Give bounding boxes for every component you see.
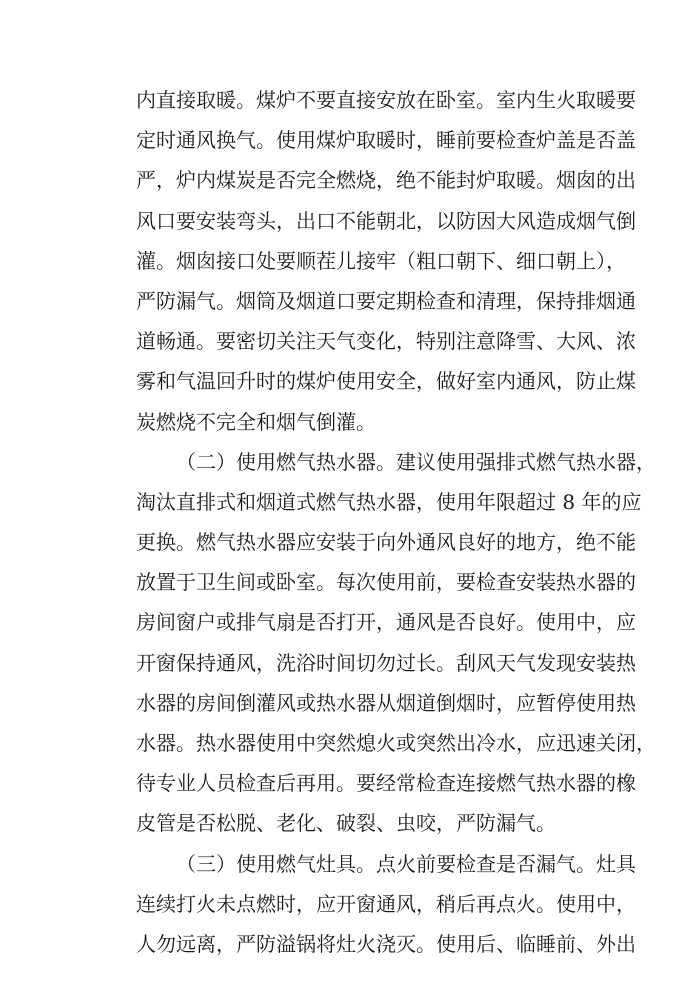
text-line: 水器的房间倒灌风或热水器从烟道倒烟时，应暂停使用热 — [136, 690, 636, 715]
text-line: 严，炉内煤炭是否完全燃烧，绝不能封炉取暖。烟囱的出 — [136, 168, 636, 193]
paragraph-gas-water-heater — [136, 442, 656, 844]
text-line: 皮管是否松脱、老化、破裂、虫咬，严防漏气。 — [136, 811, 556, 836]
text-line: 风口要安装弯头，出口不能朝北，以防因大风造成烟气倒 — [136, 208, 636, 233]
text-line: 更换。燃气热水器应安装于向外通风良好的地方，绝不能 — [136, 530, 636, 555]
text-line: 炭燃烧不完全和烟气倒灌。 — [136, 409, 376, 434]
paragraph-coal-stove — [136, 80, 636, 442]
text-line: （三）使用燃气灶具。点火前要检查是否漏气。灶具 — [176, 851, 636, 876]
text-line: 水器。热水器使用中突然熄火或突然出冷水，应迅速关闭， — [136, 731, 656, 755]
text-line: 道畅通。要密切关注天气变化，特别注意降雪、大风、浓 — [136, 329, 636, 354]
text-line: 严防漏气。烟筒及烟道口要定期检查和清理，保持排烟通 — [136, 288, 636, 313]
text-line: 灌。烟囱接口处要顺茬儿接牢（粗口朝下、细口朝上）， — [136, 248, 626, 273]
paragraph-gas-stove — [136, 844, 636, 965]
text-line: （二）使用燃气热水器。建议使用强排式燃气热水器， — [176, 449, 656, 474]
text-line: 内直接取暖。煤炉不要直接安放在卧室。室内生火取暖要 — [136, 88, 636, 112]
text-line: 人勿远离，严防溢锅将灶火浇灭。使用后、临睡前、外出 — [136, 931, 636, 956]
document-body — [136, 80, 656, 964]
text-line: 房间窗户或排气扇是否打开，通风是否良好。使用中，应 — [136, 610, 636, 635]
text-line: 定时通风换气。使用煤炉取暖时，睡前要检查炉盖是否盖 — [136, 128, 636, 153]
text-line: 连续打火未点燃时，应开窗通风，稍后再点火。使用中， — [136, 891, 636, 916]
text-line: 淘汰直排式和烟道式燃气热水器，使用年限超过 8 年的应 — [136, 489, 642, 514]
text-line: 雾和气温回升时的煤炉使用安全，做好室内通风，防止煤 — [136, 369, 636, 394]
text-line: 待专业人员检查后再用。要经常检查连接燃气热水器的橡 — [136, 771, 636, 796]
text-line: 放置于卫生间或卧室。每次使用前，要检查安装热水器的 — [136, 570, 636, 595]
text-line: 开窗保持通风，洗浴时间切勿过长。刮风天气发现安装热 — [136, 650, 636, 675]
